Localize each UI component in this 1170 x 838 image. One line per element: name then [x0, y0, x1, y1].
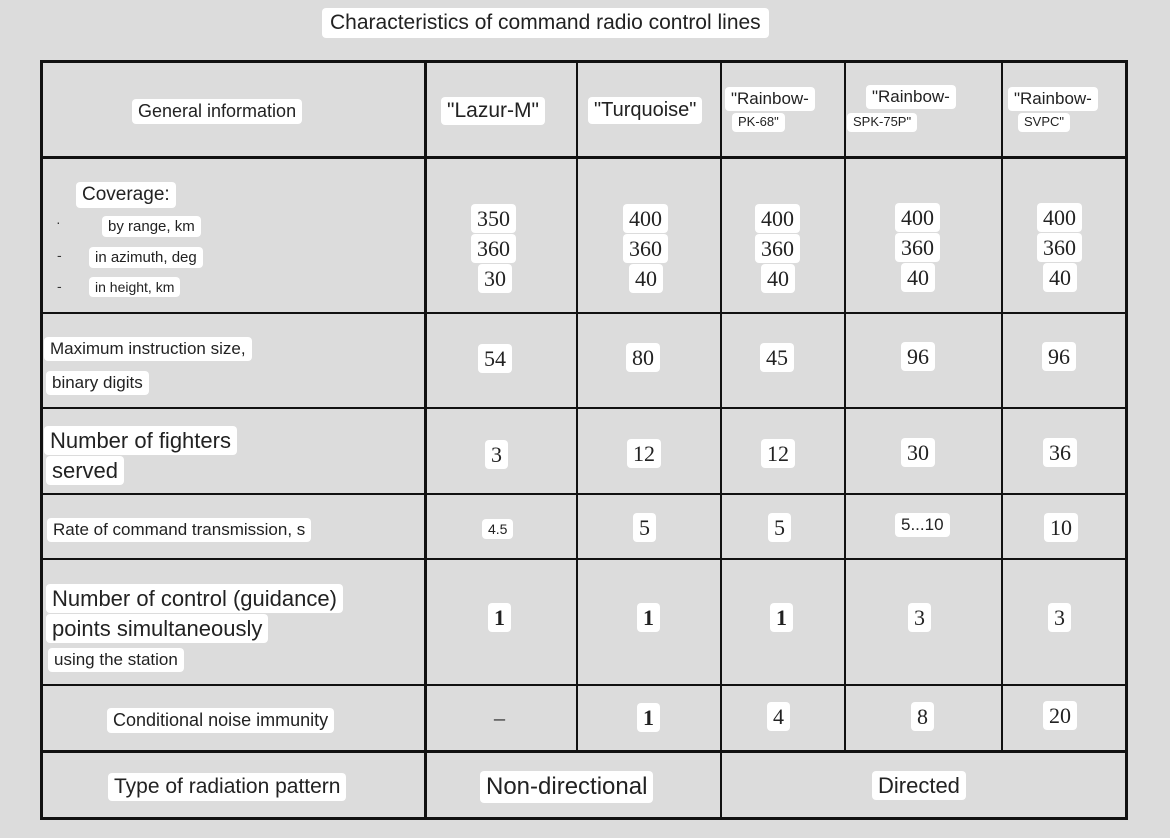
instruction-turquoise: 80 — [626, 343, 660, 372]
header-rpk68-line1: "Rainbow- — [725, 87, 815, 111]
coverage-rspk-height: 40 — [901, 263, 935, 292]
instruction-lazur: 54 — [478, 344, 512, 373]
row-divider — [40, 750, 1128, 753]
pattern-label: Type of radiation pattern — [108, 773, 346, 801]
row-divider — [40, 684, 1128, 686]
coverage-azimuth-label: in azimuth, deg — [89, 247, 203, 268]
coverage-turquoise-range: 400 — [623, 204, 668, 233]
row-divider — [40, 407, 1128, 409]
pattern-directed: Directed — [872, 771, 966, 800]
col-divider — [424, 60, 427, 820]
header-rpk68-line2: PK-68" — [732, 113, 785, 132]
instruction-label-line1: Maximum instruction size, — [44, 337, 252, 361]
coverage-lazur-azimuth: 360 — [471, 234, 516, 263]
coverage-rsvpc-range: 400 — [1037, 203, 1082, 232]
control-label-line1: Number of control (guidance) — [46, 584, 343, 613]
rate-turquoise: 5 — [633, 513, 656, 542]
instruction-rspk: 96 — [901, 342, 935, 371]
control-lazur: 1 — [488, 603, 511, 632]
control-rspk: 3 — [908, 603, 931, 632]
header-rsvpc-line1: "Rainbow- — [1008, 87, 1098, 111]
noise-label: Conditional noise immunity — [107, 708, 334, 733]
bullet-dot: · — [56, 214, 61, 230]
coverage-rsvpc-azimuth: 360 — [1037, 233, 1082, 262]
header-rsvpc-line2: SVPC" — [1018, 113, 1070, 132]
coverage-turquoise-azimuth: 360 — [623, 234, 668, 263]
header-rspk-line1: "Rainbow- — [866, 85, 956, 109]
control-rpk68: 1 — [770, 603, 793, 632]
col-divider — [576, 60, 578, 752]
control-turquoise: 1 — [637, 603, 660, 632]
coverage-rspk-azimuth: 360 — [895, 233, 940, 262]
row-divider — [40, 558, 1128, 560]
header-turquoise: "Turquoise" — [588, 97, 702, 124]
coverage-turquoise-height: 40 — [629, 264, 663, 293]
noise-rsvpc: 20 — [1043, 701, 1077, 730]
coverage-rpk68-height: 40 — [761, 264, 795, 293]
fighters-lazur: 3 — [485, 440, 508, 469]
control-label-line3: using the station — [48, 648, 184, 672]
coverage-rpk68-azimuth: 360 — [755, 234, 800, 263]
instruction-label-line2: binary digits — [46, 371, 149, 395]
control-rsvpc: 3 — [1048, 603, 1071, 632]
coverage-rsvpc-height: 40 — [1043, 263, 1077, 292]
fighters-turquoise: 12 — [627, 439, 661, 468]
fighters-label-line1: Number of fighters — [44, 426, 237, 455]
noise-turquoise: 1 — [637, 703, 660, 732]
row-divider — [40, 156, 1128, 159]
coverage-height-label: in height, km — [89, 277, 180, 297]
control-label-line2: points simultaneously — [46, 614, 268, 643]
page-title: Characteristics of command radio control lines — [322, 8, 769, 38]
instruction-rpk68: 45 — [760, 343, 794, 372]
header-lazur: "Lazur-M" — [441, 97, 545, 125]
pattern-nondirectional: Non-directional — [480, 771, 653, 803]
coverage-lazur-height: 30 — [478, 264, 512, 293]
instruction-rsvpc: 96 — [1042, 342, 1076, 371]
fighters-rspk: 30 — [901, 438, 935, 467]
bullet-dash: - — [57, 278, 62, 294]
row-divider — [40, 312, 1128, 314]
fighters-label-line2: served — [46, 456, 124, 485]
coverage-rspk-range: 400 — [895, 203, 940, 232]
rate-rspk: 5...10 — [895, 513, 950, 537]
fighters-rpk68: 12 — [761, 439, 795, 468]
coverage-title: Coverage: — [76, 182, 176, 208]
noise-rspk: 8 — [911, 702, 934, 731]
coverage-lazur-range: 350 — [471, 204, 516, 233]
header-general: General information — [132, 99, 302, 124]
bullet-dash: - — [57, 247, 62, 263]
row-divider — [40, 493, 1128, 495]
coverage-range-label: by range, km — [102, 216, 201, 237]
rate-rsvpc: 10 — [1044, 513, 1078, 542]
col-divider — [720, 60, 722, 820]
col-divider — [844, 60, 846, 752]
rate-rpk68: 5 — [768, 513, 791, 542]
col-divider — [1001, 60, 1003, 752]
header-rspk-line2: SPK-75P" — [847, 113, 917, 132]
fighters-rsvpc: 36 — [1043, 438, 1077, 467]
rate-label: Rate of command transmission, s — [47, 518, 311, 542]
coverage-rpk68-range: 400 — [755, 204, 800, 233]
noise-lazur: – — [494, 705, 505, 730]
noise-rpk68: 4 — [767, 702, 790, 731]
rate-lazur: 4.5 — [482, 519, 513, 539]
